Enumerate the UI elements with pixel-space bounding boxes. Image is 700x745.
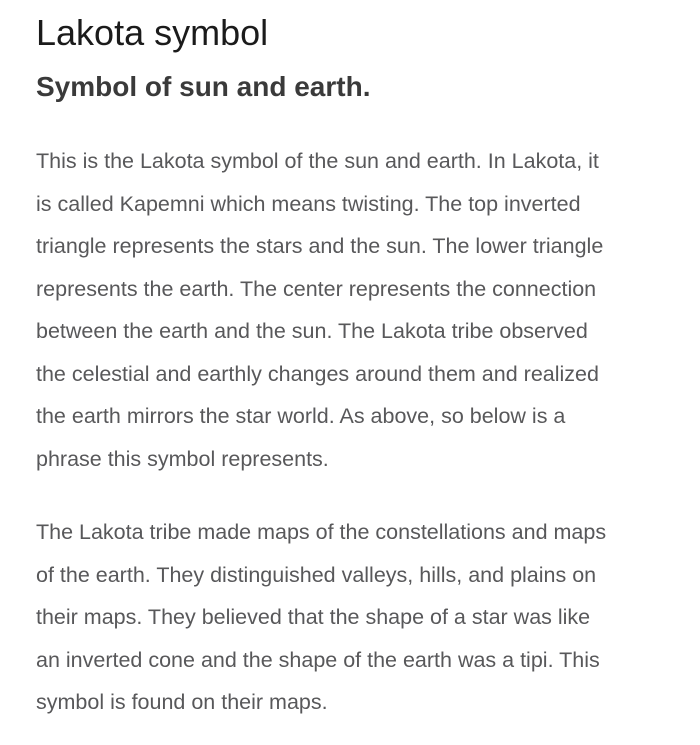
text-line: The Lakota tribe made maps of the constellations and maps [36,520,607,544]
text-line: represents the earth. The center represents the connection [36,276,597,301]
text-line: of the earth. They distinguished valleys, hills, and plains on [36,562,597,587]
text-line: is called Kapemni which means twisting. The top inverted [36,191,581,216]
text-line: phrase this symbol represents. [36,446,329,471]
text-line: between the earth and the sun. The Lakota tribe observed [36,319,588,343]
paragraph-1 [36,140,664,480]
text-line: an inverted cone and the shape of the earth was a tipi. This [36,647,600,672]
text-line: symbol is found on their maps. [36,690,328,714]
text-line: triangle represents the stars and the sun. The lower triangle [36,234,604,258]
text-line: This is the Lakota symbol of the sun and earth. In Lakota, it [36,149,599,173]
text-line: their maps. They believed that the shape of a star was like [36,605,591,629]
paragraph-2 [36,511,664,724]
page-title: Lakota symbol [36,12,269,53]
text-line: the earth mirrors the star world. As above, so below is a [36,404,566,428]
text-line: the celestial and earthly changes around them and realized [36,361,599,386]
page-subtitle: Symbol of sun and earth. [36,71,371,102]
